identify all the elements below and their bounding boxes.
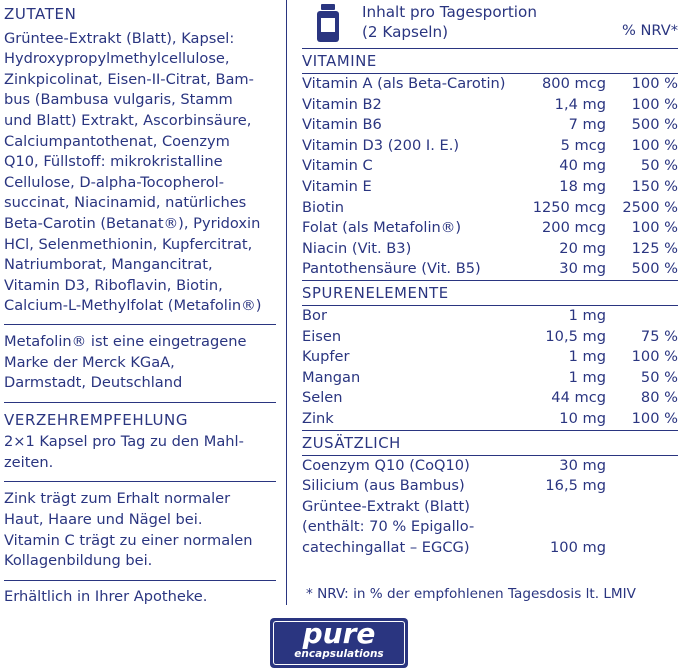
nutrition-table: [302, 0, 678, 558]
text-line: Cellulose, D-alpha-Tocopherol-: [4, 173, 224, 191]
nutrient-name: Zink: [302, 409, 334, 427]
nutrient-row: [302, 476, 678, 497]
nutrient-row: [302, 517, 678, 538]
nutrient-nrv: 100 %: [631, 409, 678, 427]
availability-text: Erhältlich in Ihrer Apotheke.: [4, 587, 208, 605]
nutrient-amount: 44 mcg: [551, 389, 606, 407]
nutrient-row: [302, 347, 678, 368]
nutrient-name: Silicium (aus Bambus): [302, 477, 465, 495]
nrv-header: % NRV*: [621, 22, 678, 39]
nutrient-row: [302, 259, 678, 280]
metafolin-note: [4, 332, 276, 394]
nutrient-amount: 200 mcg: [542, 219, 606, 237]
nutrient-name: Mangan: [302, 368, 361, 386]
nutrient-row: [302, 95, 678, 116]
text-line: Hydroxypropylmethylcellulose,: [4, 50, 230, 68]
nrv-footnote: * NRV: in % der empfohlenen Tagesdosis lt. LMIV: [306, 586, 636, 602]
nutrient-row: [302, 409, 678, 430]
nutrient-row: [302, 115, 678, 136]
nutrient-name: Vitamin E: [302, 177, 372, 195]
nutrient-amount: 800 mcg: [542, 75, 606, 92]
text-line: Q10, Füllstoff: mikrokristalline: [4, 153, 223, 171]
nutrient-nrv: 2500 %: [622, 198, 678, 216]
column-divider: [286, 0, 287, 605]
text-line: Vitamin D3, Riboflavin, Biotin,: [4, 276, 223, 294]
text-line: und Blatt) Extrakt, Ascorbinsäure,: [4, 111, 252, 129]
divider: [4, 402, 276, 403]
nutrient-amount: 20 mg: [559, 239, 606, 257]
text-line: Natriumborat, Mangancitrat,: [4, 256, 213, 274]
nutrient-row: [302, 198, 678, 219]
zutaten-text: [4, 29, 276, 317]
health-claims: [4, 489, 276, 571]
nutrient-row: [302, 497, 678, 518]
divider: [4, 580, 276, 581]
text-line: Vitamin C trägt zu einer normalen: [4, 531, 253, 549]
nutrient-amount: 1250 mcg: [532, 198, 606, 216]
nutrient-name: Selen: [302, 389, 343, 407]
nutrient-row: [302, 136, 678, 157]
nutrient-nrv: 500 %: [631, 116, 678, 134]
nutrient-row: [302, 74, 678, 95]
nutrient-amount: 1 mg: [568, 368, 606, 386]
divider: [4, 481, 276, 482]
section-title: VITAMINE: [302, 53, 377, 70]
text-line: 2×1 Kapsel pro Tag zu den Mahl-: [4, 433, 244, 451]
text-line: bus (Bambusa vulgaris, Stamm: [4, 91, 233, 109]
nutrient-amount: 5 mcg: [560, 136, 606, 154]
nutrient-nrv: 100 %: [631, 348, 678, 366]
serving-title-line2: (2 Kapseln): [362, 23, 449, 41]
zutaten-heading: ZUTATEN: [4, 5, 77, 23]
nutrient-nrv: 100 %: [631, 136, 678, 154]
nutrient-row: [302, 239, 678, 260]
section-title: SPURENELEMENTE: [302, 284, 449, 302]
nutrient-nrv: 100 %: [631, 75, 678, 92]
nutrient-nrv: 125 %: [631, 239, 678, 257]
text-line: Zink trägt zum Erhalt normaler: [4, 490, 231, 508]
text-line: Marke der Merck KGaA,: [4, 353, 175, 371]
nutrient-row: [302, 327, 678, 348]
nutrient-name: Vitamin B2: [302, 95, 382, 113]
verzehr-text: [4, 432, 276, 473]
nutrient-name: Coenzym Q10 (CoQ10): [302, 456, 470, 474]
serving-title-line1: Inhalt pro Tagesportion: [362, 3, 537, 21]
nutrient-row: [302, 538, 678, 559]
nutrient-nrv: 50 %: [640, 368, 678, 386]
text-line: succinat, Niacinamid, natürliches: [4, 194, 247, 212]
nutrient-name: Folat (als Metafolin®): [302, 219, 462, 237]
text-line: Darmstadt, Deutschland: [4, 374, 183, 392]
nutrient-name: Biotin: [302, 198, 345, 216]
nutrient-amount: 10 mg: [559, 409, 606, 427]
nutrient-nrv: 150 %: [631, 177, 678, 195]
text-line: Calciumpantothenat, Coenzym: [4, 132, 230, 150]
section-title: ZUSÄTZLICH: [302, 434, 401, 452]
nutrient-amount: 30 mg: [559, 456, 606, 474]
nutrient-nrv: 100 %: [631, 219, 678, 237]
nutrient-nrv: 500 %: [631, 260, 678, 278]
serving-title: [362, 2, 537, 42]
text-line: zeiten.: [4, 453, 54, 471]
nutrient-nrv: 100 %: [631, 95, 678, 113]
nutrient-amount: 30 mg: [559, 260, 606, 278]
nutrient-row: [302, 388, 678, 409]
nutrient-name: Bor: [302, 306, 327, 324]
nutrient-amount: 1 mg: [568, 306, 606, 324]
divider: [4, 324, 276, 325]
text-line: Zinkpicolinat, Eisen-II-Citrat, Bam-: [4, 70, 254, 88]
nutrient-row: [302, 177, 678, 198]
left-column: [4, 4, 276, 607]
nutrient-row: [302, 156, 678, 177]
nutrient-name: Grüntee-Extrakt (Blatt): [302, 497, 470, 515]
text-line: Metafolin® ist eine eingetragene: [4, 332, 247, 350]
nutrient-nrv: 75 %: [640, 327, 678, 345]
nutrient-name: Pantothensäure (Vit. B5): [302, 260, 481, 278]
nutrient-name: Vitamin D3 (200 I. E.): [302, 136, 460, 154]
nutrient-row: [302, 456, 678, 477]
nutrient-name: Vitamin A (als Beta-Carotin): [302, 75, 506, 92]
bottle-icon: [317, 4, 339, 42]
nutrient-name: catechingallat – EGCG): [302, 538, 470, 556]
nutrient-amount: 1 mg: [568, 348, 606, 366]
logo-subword: encapsulations: [294, 648, 384, 660]
nutrient-name: Niacin (Vit. B3): [302, 239, 412, 257]
text-line: Calcium-L-Methylfolat (Metafolin®): [4, 297, 262, 315]
nutrient-row: [302, 306, 678, 327]
nutrient-amount: 1,4 mg: [554, 95, 606, 113]
nutrient-name: Eisen: [302, 327, 342, 345]
nutrient-amount: 10,5 mg: [545, 327, 606, 345]
nutrient-nrv: 80 %: [640, 389, 678, 407]
pure-encapsulations-logo: [270, 618, 408, 668]
nutrient-row: [302, 368, 678, 389]
table-header: [302, 0, 678, 48]
nutrient-name: Vitamin B6: [302, 116, 382, 134]
nutrient-amount: 100 mg: [550, 538, 606, 556]
text-line: Grüntee-Extrakt (Blatt), Kapsel:: [4, 29, 235, 47]
nutrient-sections: [302, 48, 678, 558]
nutrient-name: Vitamin C: [302, 157, 373, 175]
nutrient-amount: 7 mg: [568, 116, 606, 134]
text-line: Beta-Carotin (Betanat®), Pyridoxin: [4, 214, 261, 232]
nutrient-amount: 16,5 mg: [545, 477, 606, 495]
nutrient-amount: 40 mg: [559, 157, 606, 175]
nutrient-name: (enthält: 70 % Epigallo-: [302, 518, 475, 536]
logo-word: pure: [302, 617, 376, 650]
verzehr-heading: VERZEHREMPFEHLUNG: [4, 410, 189, 429]
text-line: Kollagenbildung bei.: [4, 552, 153, 570]
nutrient-name: Kupfer: [302, 348, 350, 366]
nutrient-row: [302, 218, 678, 239]
nutrient-amount: 18 mg: [559, 177, 606, 195]
nutrient-nrv: 50 %: [640, 157, 678, 175]
text-line: HCl, Selenmethionin, Kupfercitrat,: [4, 235, 253, 253]
text-line: Haut, Haare und Nägel bei.: [4, 511, 203, 529]
